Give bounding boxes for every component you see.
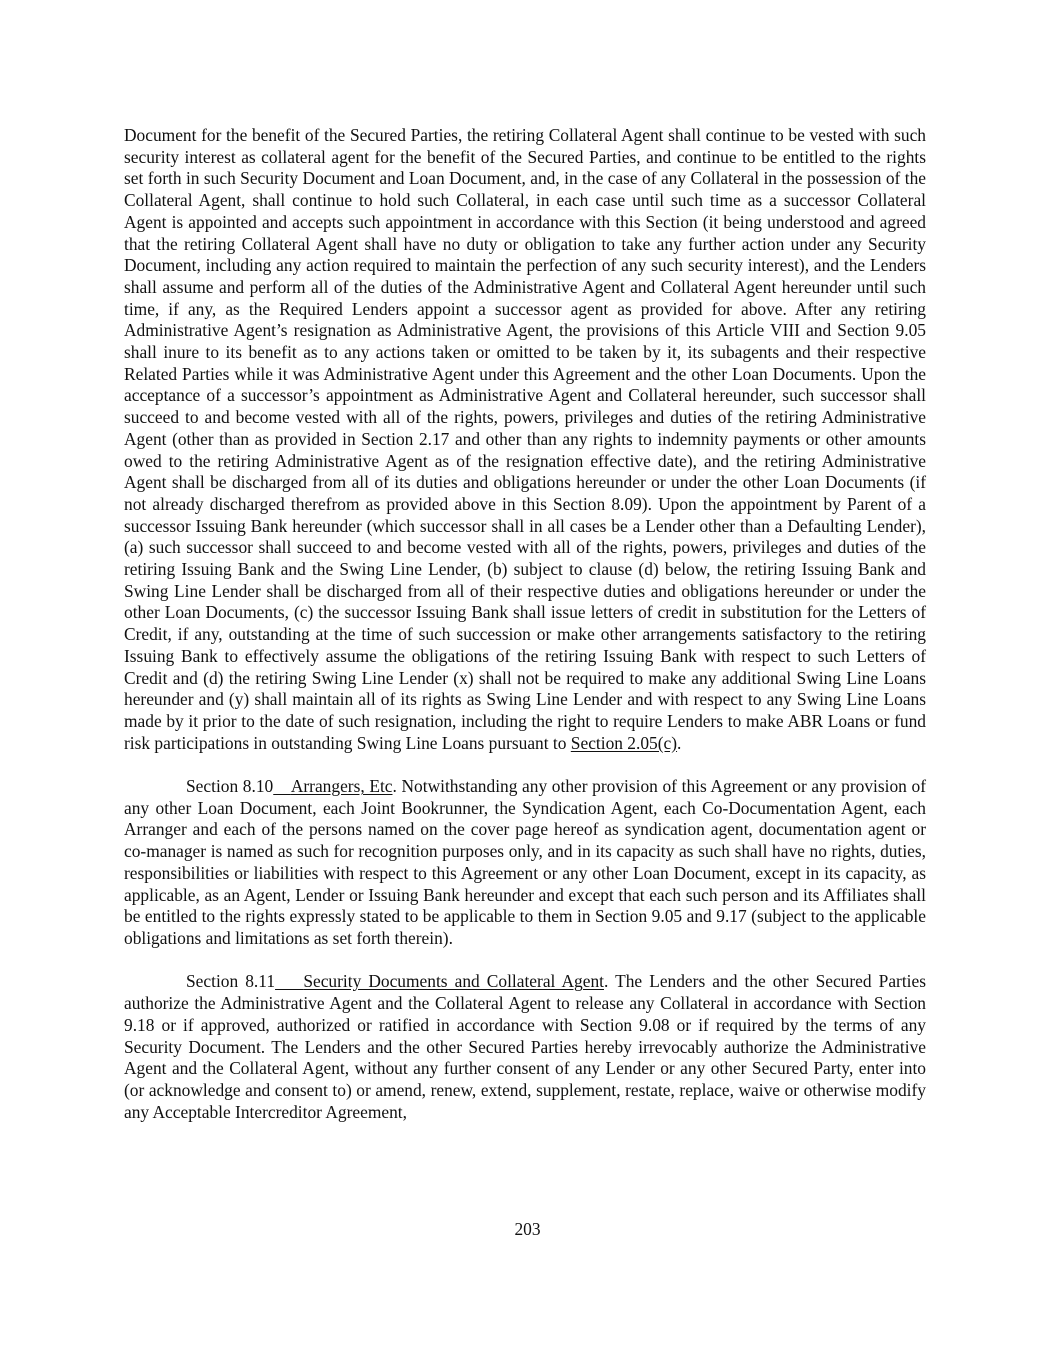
document-body [124,125,926,1145]
section-8-11-heading: Security Documents and Collateral Agent [303,971,604,992]
section-8-10-body: . Notwithstanding any other provision of this Agreement or any provision of any other Loan Document, each Joint Bookrunner, the Syndication Agent, each Co-Documentation Agent, each Arranger and each of the persons named on the cover page hereof as syndication agent, documentation agent or co-manager is named as such for recognition purposes only, and in its capacity as such shall have no rights, duties, responsibilities or liabilities with respect to this Agreement or any other Loan Document, except in its capacity, as applicable, as an Agent, Lender or Issuing Bank hereunder and except that each such person and its Affiliates shall be entitled to the rights expressly stated to be applicable to them in Section 9.05 and 9.17 (subject to the applicable obligations and limitations as set forth therein). [124,776,926,948]
paragraph-section-8-10 [124,776,926,950]
paragraph-continued [124,125,926,754]
page-number: 203 [514,1219,541,1239]
paragraph-continued-end: . [677,732,682,753]
section-8-11-body: . The Lenders and the other Secured Parties authorize the Administrative Agent and the Collateral Agent to release any Collateral in accordance with Section 9.18 or if approved, authorized or ratified in accordance with Section 9.08 or if required by the terms of any Security Document. The Lenders and the other Secured Parties hereby irrevocably authorize the Administrative Agent and the Collateral Agent, without any further consent of any Lender or any other Secured Party, enter into (or acknowledge and consent to) or amend, renew, extend, supplement, restate, replace, waive or otherwise modify any Acceptable Intercreditor Agreement, [124,971,926,1122]
paragraph-continued-text: Document for the benefit of the Secured Parties, the retiring Collateral Agent shall continue to be vested with such security interest as collateral agent for the benefit of the Secured Parties, and continue to be entitled to the rights set forth in such Security Document and Loan Document, and, in the case of any Collateral in the possession of the Collateral Agent, shall continue to hold such Collateral, in each case until such time as a successor Collateral Agent is appointed and accepts such appointment in accordance with this Section (it being understood and agreed that the retiring Collateral Agent shall have no duty or obligation to take any further action under any Security Document, including any action required to maintain the perfection of any such security interest), and the Lenders shall assume and perform all of the duties of the Administrative Agent and Collateral Agent hereunder until such time, if any, as the Required Lenders appoint a successor agent as provided for above. After any retiring Administrative Agent’s resignation as Administrative Agent, the provisions of this Article VIII and Section 9.05 shall inure to its benefit as to any actions taken or omitted to be taken by it, its subagents and their respective Related Parties while it was Administrative Agent under this Agreement and the other Loan Documents. Upon the acceptance of a successor’s appointment as Administrative Agent and Collateral hereunder, such successor shall succeed to and become vested with all of the rights, powers, privileges and duties of the retiring Administrative Agent (other than as provided in Section 2.17 and other than any rights to indemnity payments or other amounts owed to the retiring Administrative Agent as of the resignation effective date), and the retiring Administrative Agent shall be discharged from all of its duties and obligations hereunder or under the other Loan Documents (if not already discharged therefrom as provided above in this Section 8.09). Upon the appointment by Parent of a successor Issuing Bank hereunder (which successor shall in all cases be a Lender other than a Defaulting Lender), (a) such successor shall succeed to and become vested with all of the rights, powers, privileges and duties of the retiring Issuing Bank and the Swing Line Lender, (b) subject to clause (d) below, the retiring Issuing Bank and Swing Line Lender shall be discharged from all of their respective duties and obligations hereunder or under the other Loan Documents, (c) the successor Issuing Bank shall issue letters of credit in substitution for the Letters of Credit, if any, outstanding at the time of such succession or make other arrangements satisfactory to the retiring Issuing Bank to effectively assume the obligations of the retiring Issuing Bank with respect to such Letters of Credit and (d) the retiring Swing Line Lender (x) shall not be required to make any additional Swing Line Loans hereunder and (y) shall maintain all of its rights as Swing Line Lender and with respect to any Swing Line Loans made by it prior to the date of such resignation, including the right to require Lenders to make ABR Loans or fund risk participations in outstanding Swing Line Loans pursuant to [124,125,926,753]
section-8-10-heading: Arrangers, Etc [290,776,393,797]
section-8-11-number: Section 8.11 [186,971,276,992]
section-8-10-gap [273,776,291,796]
section-8-10-number: Section 8.10 [186,776,274,797]
section-8-11-gap [275,971,303,991]
section-reference-2-05c: Section 2.05(c) [570,732,678,753]
paragraph-section-8-11 [124,971,926,1123]
